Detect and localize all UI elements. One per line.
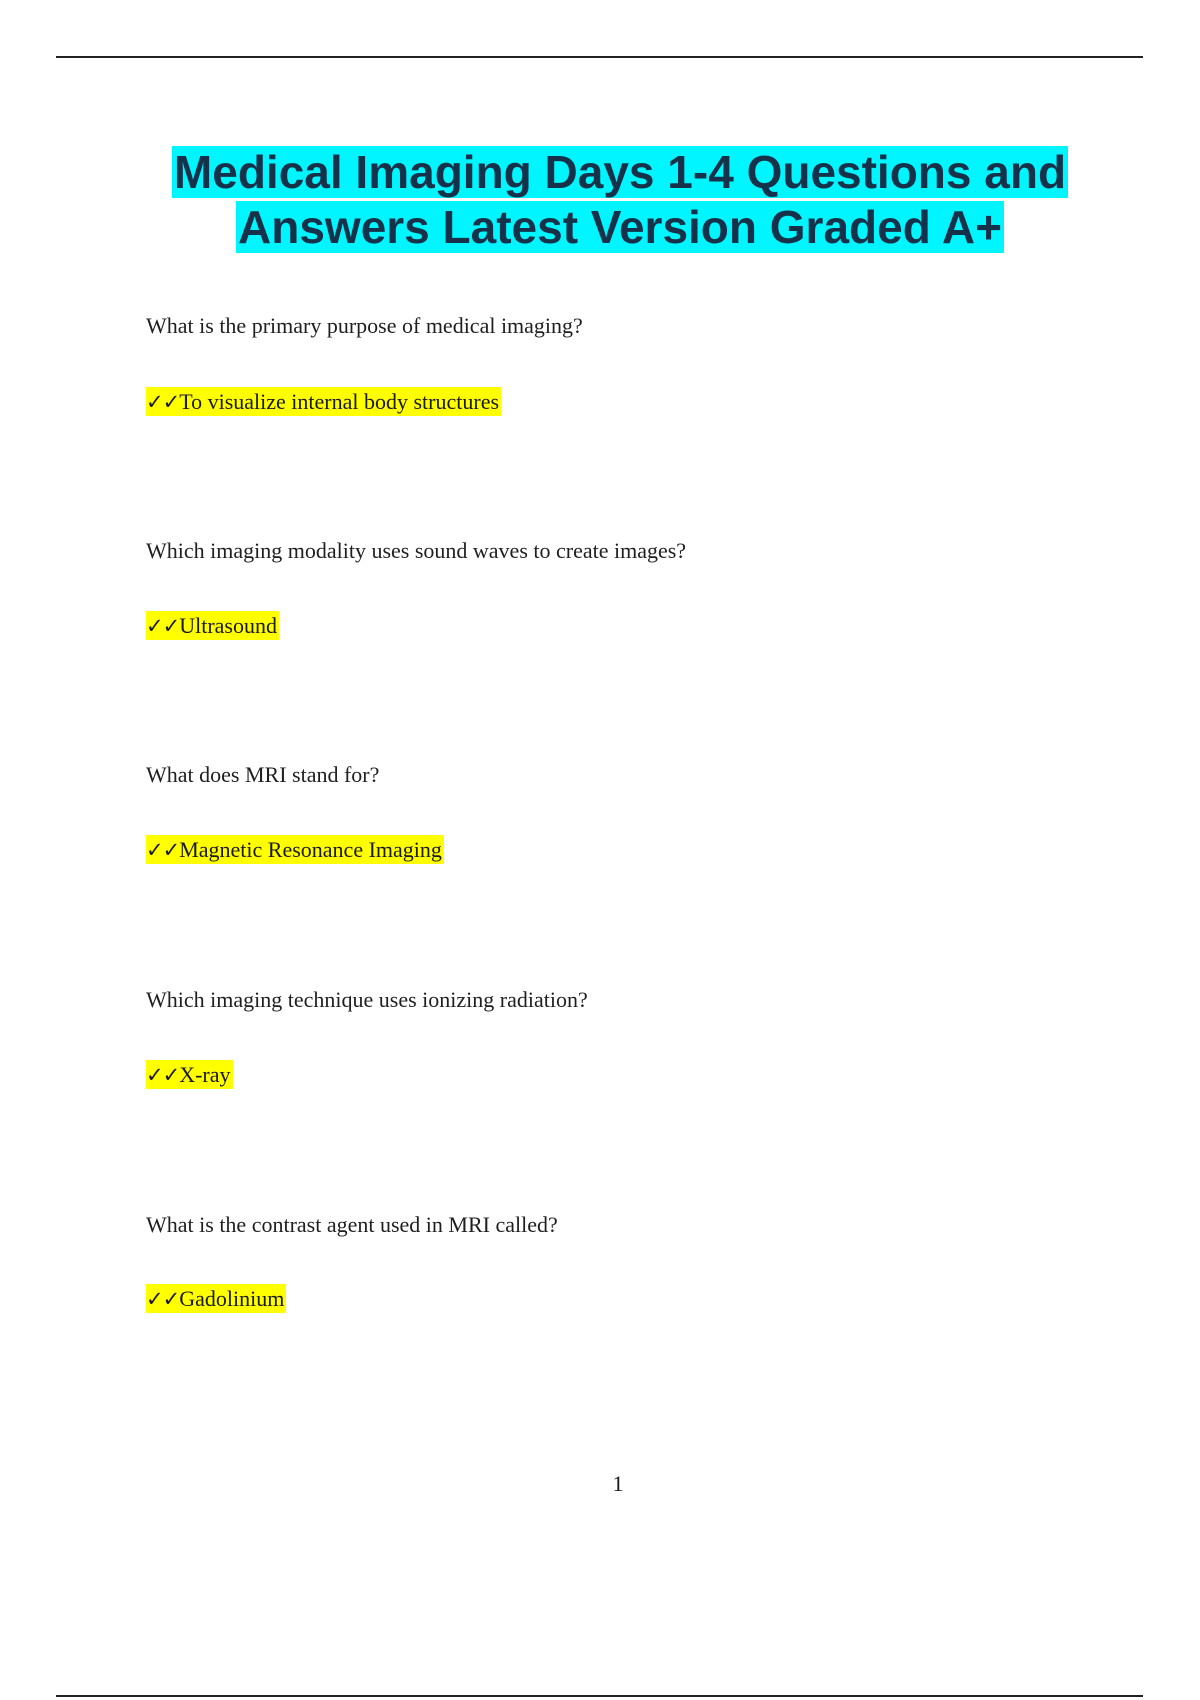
question-4: Which imaging technique uses ionizing radiation? — [146, 987, 588, 1012]
answer-1-text: To visualize internal body structures — [179, 389, 500, 414]
answer-3 — [146, 836, 444, 864]
double-check-icon: ✓✓ — [146, 614, 180, 638]
answer-5-highlight — [146, 1284, 286, 1313]
answer-2 — [146, 612, 279, 640]
answer-3-highlight — [146, 835, 444, 864]
answer-5 — [146, 1285, 286, 1313]
double-check-icon: ✓✓ — [146, 1287, 180, 1311]
answer-3-text: Magnetic Resonance Imaging — [179, 837, 442, 862]
answer-5-text: Gadolinium — [179, 1286, 285, 1311]
title-line-2: Answers Latest Version Graded A+ — [238, 201, 1002, 253]
answer-2-highlight — [146, 611, 279, 640]
page-title — [100, 145, 1140, 255]
question-2: Which imaging modality uses sound waves to create images? — [146, 538, 687, 563]
question-5: What is the contrast agent used in MRI called? — [146, 1212, 558, 1237]
double-check-icon: ✓✓ — [146, 838, 180, 862]
bottom-rule — [56, 1695, 1143, 1697]
question-1: What is the primary purpose of medical imaging? — [146, 313, 583, 338]
answer-1-highlight — [146, 387, 501, 416]
answer-1 — [146, 388, 501, 416]
answer-4-highlight — [146, 1060, 233, 1089]
question-3: What does MRI stand for? — [146, 762, 380, 787]
page-number: 1 — [612, 1471, 624, 1496]
double-check-icon: ✓✓ — [146, 1063, 180, 1087]
double-check-icon: ✓✓ — [146, 390, 180, 414]
answer-4-text: X-ray — [179, 1062, 231, 1087]
title-line-1: Medical Imaging Days 1-4 Questions and — [173, 146, 1067, 198]
top-rule — [56, 56, 1143, 58]
answer-2-text: Ultrasound — [179, 613, 277, 638]
answer-4 — [146, 1061, 233, 1089]
